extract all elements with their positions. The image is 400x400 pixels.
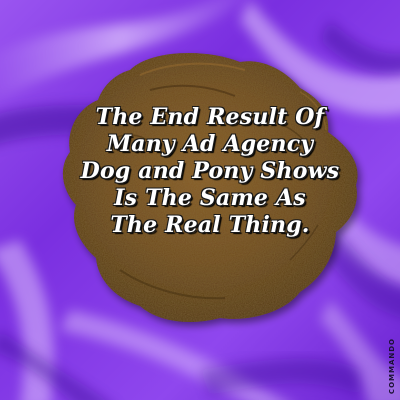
caption-line-5: The Real Thing. [110, 212, 310, 238]
caption-line-4: Is The Same As [114, 185, 306, 211]
caption-text [60, 104, 360, 239]
caption-line-1: The End Result Of [95, 104, 325, 130]
caption-line-2: Many Ad Agency [106, 131, 314, 157]
artist-credit: COMMANDO [388, 337, 396, 394]
caption-line-3: Dog and Pony Shows [80, 158, 340, 184]
